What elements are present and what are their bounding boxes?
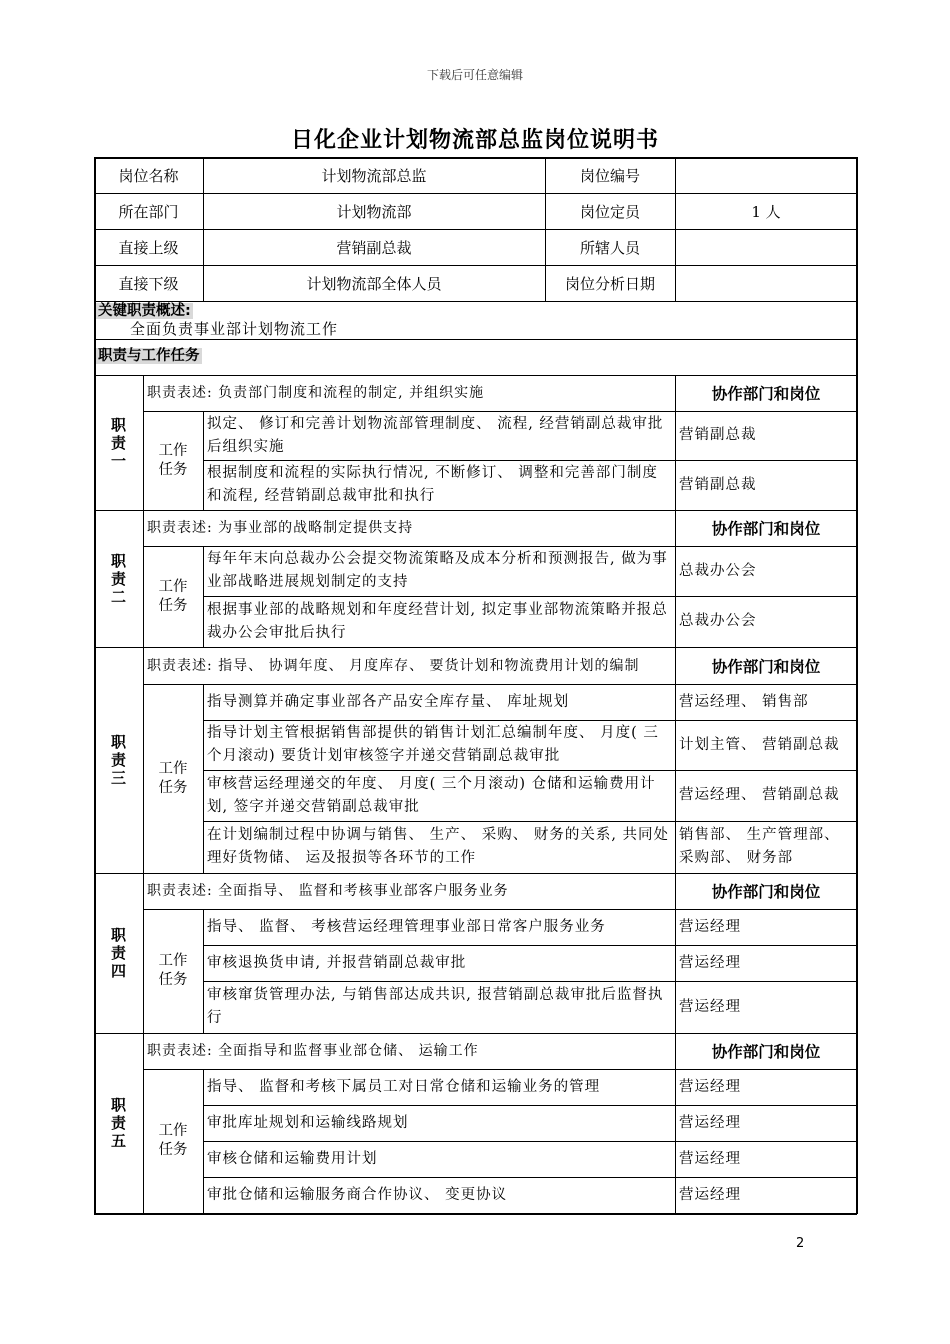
task-label bbox=[143, 909, 203, 1033]
task-collab: 销售部、 生产管理部、 采购部、 财务部 bbox=[679, 827, 840, 866]
summary-label bbox=[96, 302, 396, 320]
duties-label-text: 职责与工作任务 bbox=[98, 348, 200, 364]
task-collab: 营销副总裁 bbox=[679, 427, 757, 443]
collab-header: 协作部门和岗位 bbox=[711, 883, 821, 901]
info-value: 计划物流部全体人员 bbox=[306, 274, 442, 293]
task-text: 拟定、 修订和完善计划物流部管理制度、 流程, 经营销副总裁审批后组织实施 bbox=[207, 415, 664, 455]
task-text: 每年年末向总裁办公会提交物流策略及成本分析和预测报告, 做为事业部战略进展规划制定的支持 bbox=[207, 551, 668, 590]
duty-title-text: 职责四 bbox=[110, 926, 126, 980]
info-label: 直接上级 bbox=[118, 238, 179, 257]
info-label: 岗位定员 bbox=[579, 202, 640, 221]
duty-description: 职责表述: 全面指导和监督事业部仓储、 运输工作 bbox=[147, 1043, 479, 1059]
task-collab: 营运经理 bbox=[679, 1150, 741, 1167]
duties-label bbox=[96, 345, 396, 367]
info-label: 岗位名称 bbox=[118, 166, 179, 185]
info-value bbox=[675, 157, 857, 193]
task-text: 审批仓储和运输服务商合作协议、 变更协议 bbox=[207, 1186, 508, 1203]
task-collab: 总裁办公会 bbox=[679, 613, 757, 629]
duty-title bbox=[94, 1033, 143, 1213]
task-collab: 计划主管、 营销副总裁 bbox=[679, 736, 840, 753]
task-label-text: 工作任务 bbox=[158, 953, 188, 988]
duty-title bbox=[94, 873, 143, 1033]
duty-description: 职责表述: 全面指导、 监督和考核事业部客户服务业务 bbox=[147, 883, 509, 899]
info-value: 计划物流部总监 bbox=[321, 166, 427, 185]
task-label-text: 工作任务 bbox=[158, 760, 188, 796]
task-label-text: 工作任务 bbox=[158, 442, 188, 478]
task-collab: 营运经理、 销售部 bbox=[679, 693, 809, 710]
task-collab: 营运经理 bbox=[679, 954, 741, 971]
duty-title bbox=[94, 647, 143, 873]
task-label-text: 工作任务 bbox=[158, 578, 188, 614]
duty-title bbox=[94, 510, 143, 647]
duty-title-text: 职责一 bbox=[110, 415, 126, 470]
page-number: 2 bbox=[796, 1236, 805, 1251]
info-label: 直接下级 bbox=[118, 274, 179, 293]
task-text: 根据制度和流程的实际执行情况, 不断修订、 调整和完善部门制度和流程, 经营销副总裁审批和执行 bbox=[207, 465, 658, 504]
task-text: 在计划编制过程中协调与销售、 生产、 采购、 财务的关系, 共同处理好货物储、 运及报损等各环节的工作 bbox=[207, 827, 670, 866]
duty-title-text: 职责五 bbox=[110, 1096, 126, 1150]
task-text: 指导、 监督和考核下属员工对日常仓储和运输业务的管理 bbox=[207, 1078, 601, 1095]
info-label: 所辖人员 bbox=[579, 238, 640, 257]
duty-description: 职责表述: 负责部门制度和流程的制定, 并组织实施 bbox=[147, 385, 485, 401]
task-label bbox=[143, 546, 203, 647]
task-label-text: 工作任务 bbox=[158, 1123, 188, 1158]
task-collab: 营运经理 bbox=[679, 918, 741, 935]
summary-text: 全面负责事业部计划物流工作 bbox=[130, 320, 339, 338]
task-text: 审核窜货管理办法, 与销售部达成共识, 报营销副总裁审批后监督执行 bbox=[207, 987, 664, 1026]
task-label bbox=[143, 411, 203, 510]
task-label bbox=[143, 1069, 203, 1213]
info-label: 所在部门 bbox=[118, 202, 179, 221]
task-text: 审核退换货申请, 并报营销副总裁审批 bbox=[207, 954, 467, 971]
task-collab: 营运经理 bbox=[679, 1078, 741, 1095]
task-text: 指导测算并确定事业部各产品安全库存量、 库址规划 bbox=[207, 693, 570, 710]
task-text: 指导、 监督、 考核营运经理管理事业部日常客户服务业务 bbox=[207, 918, 606, 935]
collab-header: 协作部门和岗位 bbox=[711, 520, 821, 538]
duty-title-text: 职责二 bbox=[110, 551, 126, 606]
collab-header: 协作部门和岗位 bbox=[711, 385, 821, 403]
task-text: 审核仓储和运输费用计划 bbox=[207, 1150, 378, 1167]
duty-title bbox=[94, 375, 143, 510]
info-value: 营销副总裁 bbox=[336, 238, 412, 257]
header-note: 下载后可任意编辑 bbox=[426, 68, 523, 82]
task-text: 审核营运经理递交的年度、 月度( 三个月滚动) 仓储和运输费用计划, 签字并递交营销副总裁审批 bbox=[207, 775, 656, 815]
task-collab: 营运经理 bbox=[679, 998, 741, 1015]
duty-description: 职责表述: 为事业部的战略制定提供支持 bbox=[147, 520, 414, 536]
task-collab: 营运经理、 营销副总裁 bbox=[679, 787, 840, 803]
collab-header: 协作部门和岗位 bbox=[711, 657, 821, 676]
task-collab: 营运经理 bbox=[679, 1114, 741, 1131]
task-collab: 营销副总裁 bbox=[679, 476, 757, 493]
info-value bbox=[675, 265, 857, 301]
task-text: 审批库址规划和运输线路规划 bbox=[207, 1114, 409, 1131]
summary-label-text: 关键职责概述: bbox=[98, 303, 191, 319]
task-collab: 营运经理 bbox=[679, 1186, 741, 1203]
duty-description: 职责表述: 指导、 协调年度、 月度库存、 要货计划和物流费用计划的编制 bbox=[147, 657, 640, 674]
collab-header: 协作部门和岗位 bbox=[711, 1043, 821, 1061]
duty-title-text: 职责三 bbox=[110, 733, 126, 787]
info-value bbox=[675, 229, 857, 265]
info-label: 岗位分析日期 bbox=[564, 274, 655, 293]
info-value: 1 人 bbox=[751, 202, 781, 221]
page-title: 日化企业计划物流部总监岗位说明书 bbox=[290, 128, 659, 153]
task-text: 指导计划主管根据销售部提供的销售计划汇总编制年度、 月度( 三个月滚动) 要货计划审核签字并递交营销副总裁审批 bbox=[207, 725, 659, 764]
task-text: 根据事业部的战略规划和年度经营计划, 拟定事业部物流策略并报总裁办公会审批后执行 bbox=[207, 601, 668, 641]
task-label bbox=[143, 684, 203, 873]
task-collab: 总裁办公会 bbox=[679, 562, 757, 579]
info-value: 计划物流部 bbox=[336, 202, 412, 221]
info-label: 岗位编号 bbox=[579, 166, 640, 185]
